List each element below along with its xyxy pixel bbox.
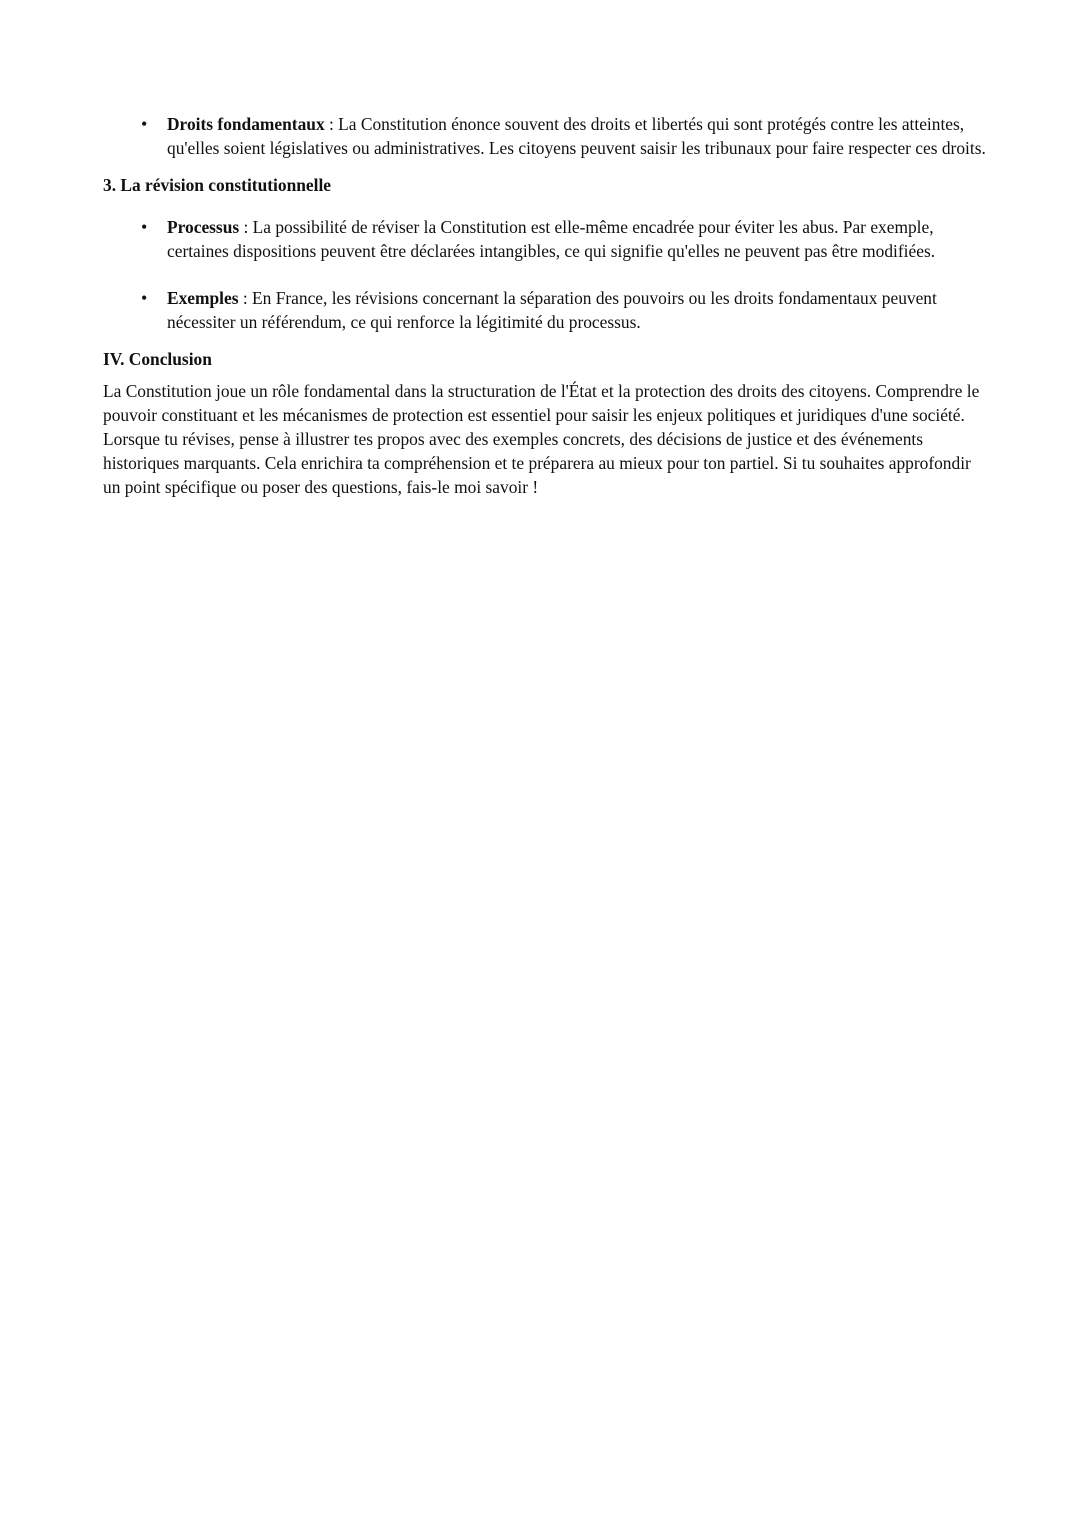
- revision-list: [103, 215, 988, 335]
- conclusion-paragraph: La Constitution joue un rôle fondamental dans la structuration de l'État et la protection des droits des citoyens. Comprendre le pouvoir constituant et les mécanismes de protection est essentiel pour saisir les enjeux politiques et juridiques d'une société. Lorsque tu révises, pense à illustrer tes propos avec des exemples concrets, des décisions de justice et des événements historiques marquants. Cela enrichira ta compréhension et te préparera au mieux pour ton partiel. Si tu souhaites approfondir un point spécifique ou poser des questions, fais-le moi savoir !: [103, 380, 980, 498]
- bullet-text: : La Constitution énonce souvent des droits et libertés qui sont protégés contre les atteintes, qu'elles soient législatives ou administratives. Les citoyens peuvent saisir les tribunaux pour faire respecter ces droits.: [167, 114, 986, 159]
- document-content: [103, 112, 988, 500]
- bullet-processus: [167, 215, 988, 263]
- fundamental-rights-list: [103, 112, 988, 160]
- bullet-label: Droits fondamentaux: [167, 114, 325, 134]
- bullet-text: : La possibilité de réviser la Constitution est elle-même encadrée pour éviter les abus. Par exemple, certaines dispositions peuvent être déclarées intangibles, ce qui signifie qu'elles ne peuvent pas être modifiées.: [167, 216, 936, 261]
- section-heading-revision: 3. La révision constitutionnelle: [103, 175, 332, 196]
- bullet-fundamental-rights: [167, 112, 988, 160]
- bullet-text: : En France, les révisions concernant la séparation des pouvoirs ou les droits fondamentaux peuvent nécessiter un référendum, ce qui renforce la légitimité du processus.: [167, 288, 937, 333]
- section-heading-conclusion: IV. Conclusion: [103, 349, 212, 370]
- bullet-exemples: [167, 286, 988, 334]
- bullet-label: Exemples: [167, 288, 239, 309]
- bullet-label: Processus: [167, 216, 240, 237]
